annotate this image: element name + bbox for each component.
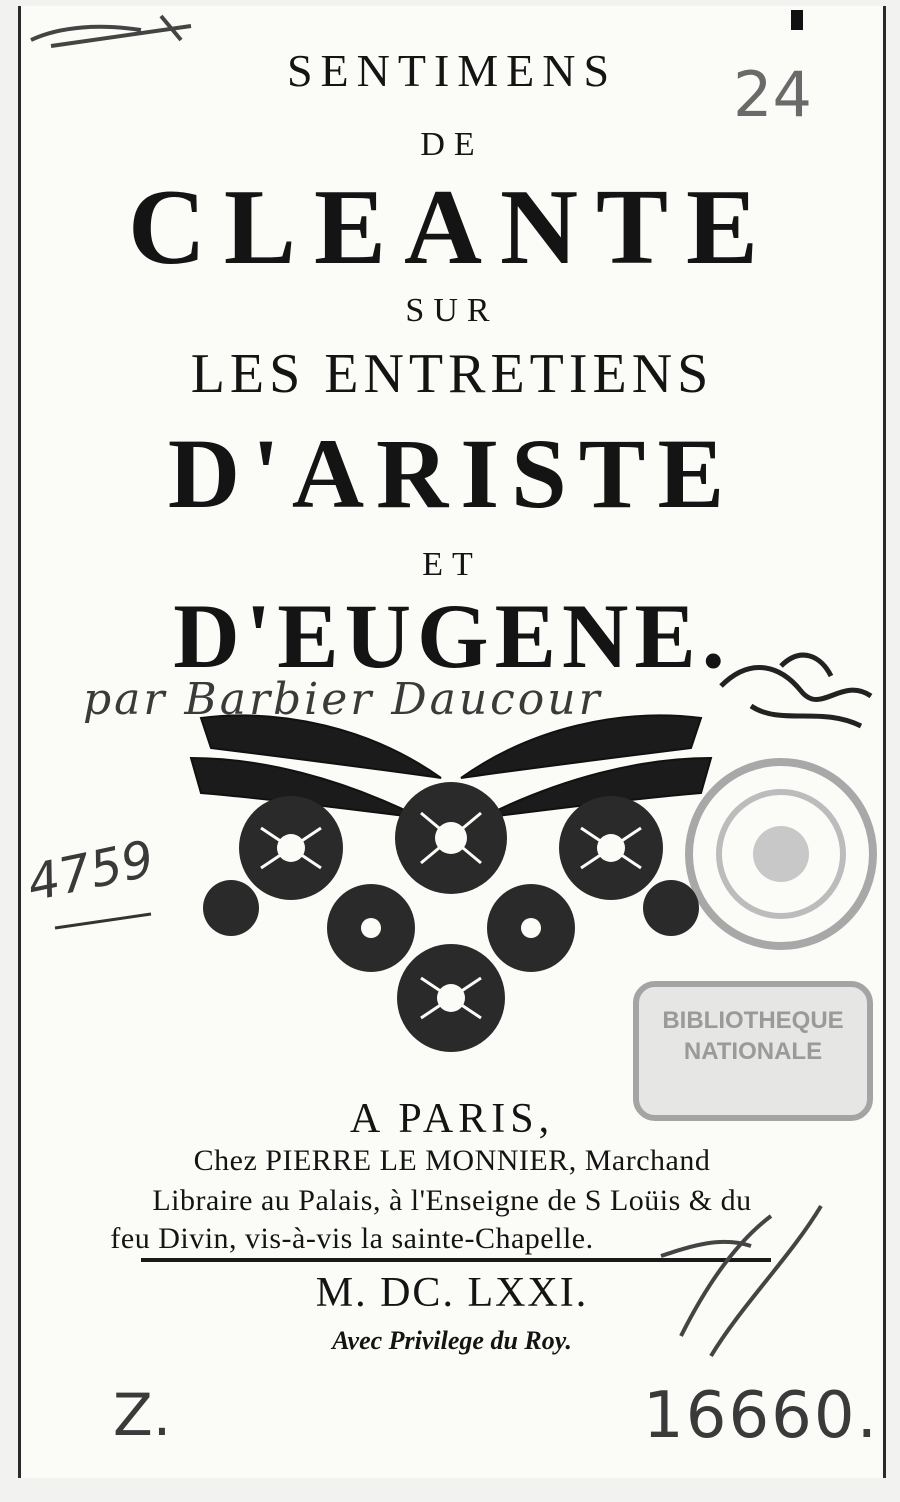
shelf-number-top: 24 [733,58,812,131]
title-page [18,6,886,1478]
margin-underline [51,906,161,936]
imprint-city: A PARIS, [349,1096,555,1142]
right-scribble [641,1186,861,1386]
title-line-de: DE [420,126,484,163]
margin-number: 4759 [22,829,159,913]
bottom-right-number: 16660. [643,1379,879,1453]
title-line-ariste: D'ARISTE [167,418,737,529]
floral-ornament [171,698,731,1058]
title-line-et: ET [422,546,482,583]
corner-mark [791,10,803,30]
imprint-line-3: feu Divin, vis-à-vis la sainte-Chapelle. [110,1222,594,1255]
title-line-sur: SUR [405,292,499,329]
handwritten-attribution: par Barbier Daucour [83,674,603,725]
publication-year: M. DC. LXXI. [315,1270,589,1316]
stamp-text: BIBLIOTHEQUE NATIONALE [662,1007,844,1066]
imprint-line-1: Chez PIERRE LE MONNIER, Marchand [193,1144,711,1177]
imprint-line-2: Libraire au Palais, à l'Enseigne de S Loüis & du [152,1184,752,1217]
privilege-line: Avec Privilege du Roy. [332,1326,572,1355]
title-line-cleante: CLEANTE [127,168,777,287]
bottom-left-mark: Z. [113,1381,172,1449]
title-line-eugene: D'EUGENE. [173,585,731,687]
title-line-sentimens: SENTIMENS [286,45,618,96]
title-line-entretiens: LES ENTRETIENS [190,343,714,405]
